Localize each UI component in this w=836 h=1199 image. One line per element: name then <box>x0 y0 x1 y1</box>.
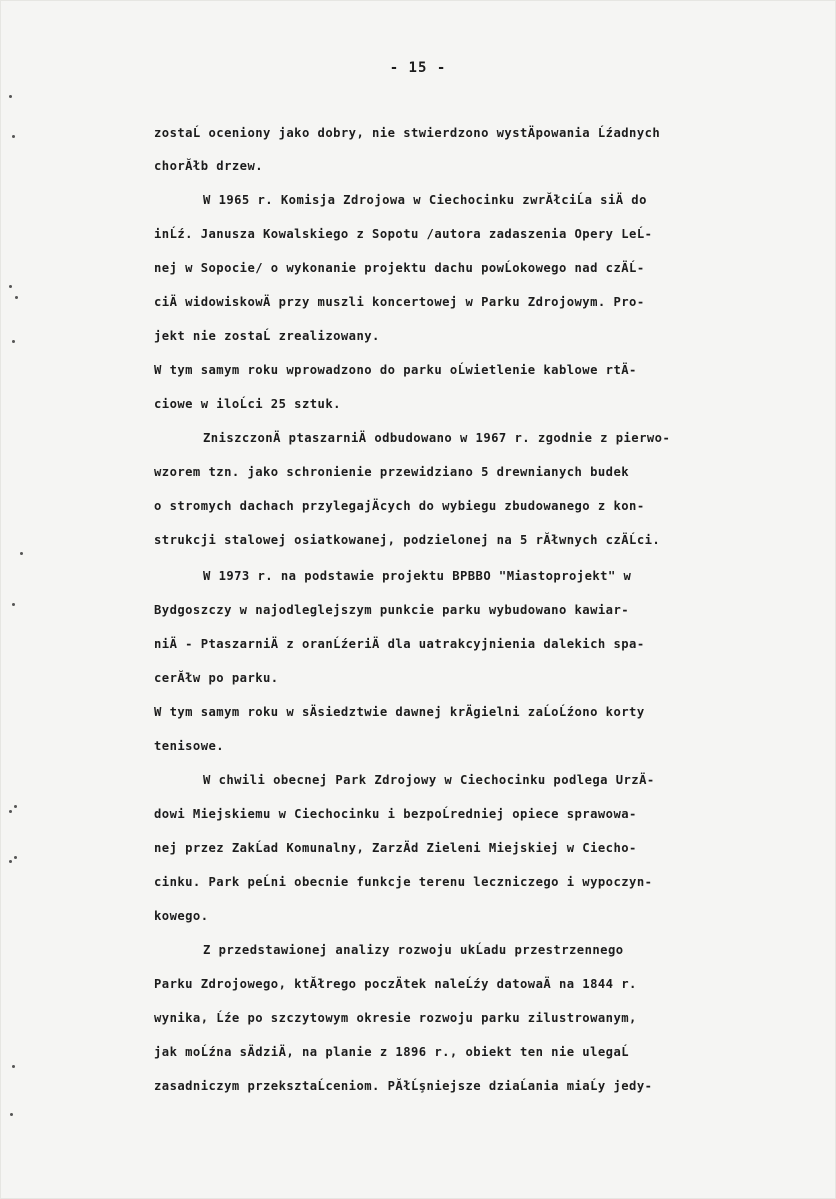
scan-speck <box>9 860 12 863</box>
text-line: W 1965 r. Komisja Zdrojowa w Ciechocinku zwrĂłciĹa siÄ do <box>203 193 647 207</box>
text-line: strukcji stalowej osiatkowanej, podzielonej na 5 rĂłwnych czÄĹci. <box>154 533 661 547</box>
scan-speck <box>12 135 15 138</box>
text-line: cinku. Park peĹni obecnie funkcje terenu leczniczego i wypoczyn- <box>154 875 653 889</box>
text-line: nej w Sopocie/ o wykonanie projektu dachu powĹokowego nad czÄĹ- <box>154 261 645 275</box>
text-line: zostaĹ oceniony jako dobry, nie stwierdzono wystÄpowania Ĺźadnych <box>154 126 661 140</box>
scan-speck <box>20 552 23 555</box>
text-line: Parku Zdrojowego, ktĂłrego poczÄtek naleĹźy datowaÄ na 1844 r. <box>154 977 637 991</box>
scan-speck <box>12 1065 15 1068</box>
text-line: wynika, Ĺźe po szczytowym okresie rozwoju parku zilustrowanym, <box>154 1011 637 1025</box>
text-line: zasadniczym przeksztaĹceniom. PĂłĹşniejsze dziaĹania miaĹy jedy- <box>154 1079 653 1093</box>
text-line: W tym samym roku wprowadzono do parku oĹwietlenie kablowe rtÄ- <box>154 363 637 377</box>
scan-speck <box>14 856 17 859</box>
text-line: dowi Miejskiemu w Ciechocinku i bezpoĹredniej opiece sprawowa- <box>154 807 637 821</box>
text-line: kowego. <box>154 909 209 923</box>
text-line: jak moĹźna sÄdziÄ, na planie z 1896 r., obiekt ten nie ulegaĹ <box>154 1045 630 1059</box>
text-line: niÄ - PtaszarniÄ z oranĹźeriÄ dla uatrakcyjnienia dalekich spa- <box>154 637 645 651</box>
scan-speck <box>9 810 12 813</box>
text-line: W 1973 r. na podstawie projektu BPBBO "Miastoprojekt" w <box>203 569 632 583</box>
text-line: ciÄ widowiskowÄ przy muszli koncertowej w Parku Zdrojowym. Pro- <box>154 295 645 309</box>
page-number: - 15 - <box>389 60 447 76</box>
text-line: Z przedstawionej analizy rozwoju ukĹadu przestrzennego <box>203 943 624 957</box>
scan-speck <box>10 1113 13 1116</box>
scan-speck <box>12 340 15 343</box>
text-line: W chwili obecnej Park Zdrojowy w Ciechocinku podlega UrzÄ- <box>203 773 655 787</box>
text-line: cerĂłw po parku. <box>154 671 279 685</box>
scan-speck <box>15 296 18 299</box>
scan-speck <box>9 95 12 98</box>
text-line: W tym samym roku w sÄsiedztwie dawnej krÄgielni zaĹoĹźono korty <box>154 705 645 719</box>
text-line: inĹź. Janusza Kowalskiego z Sopotu /autora zadaszenia Opery LeĹ- <box>154 227 653 241</box>
scan-speck <box>14 805 17 808</box>
text-line: wzorem tzn. jako schronienie przewidziano 5 drewnianych budek <box>154 465 630 479</box>
scan-speck <box>9 285 12 288</box>
scan-speck <box>12 603 15 606</box>
text-line: nej przez ZakĹad Komunalny, ZarzÄd Zieleni Miejskiej w Ciecho- <box>154 841 637 855</box>
text-line: jekt nie zostaĹ zrealizowany. <box>154 329 380 343</box>
text-line: o stromych dachach przylegajÄcych do wybiegu zbudowanego z kon- <box>154 499 645 513</box>
text-line: ZniszczonÄ ptaszarniÄ odbudowano w 1967 r. zgodnie z pierwo- <box>203 431 671 445</box>
text-line: chorĂłb drzew. <box>154 159 264 173</box>
text-line: tenisowe. <box>154 739 225 753</box>
text-line: Bydgoszczy w najodleglejszym punkcie parku wybudowano kawiar- <box>154 603 630 617</box>
text-line: ciowe w iloĹci 25 sztuk. <box>154 397 341 411</box>
